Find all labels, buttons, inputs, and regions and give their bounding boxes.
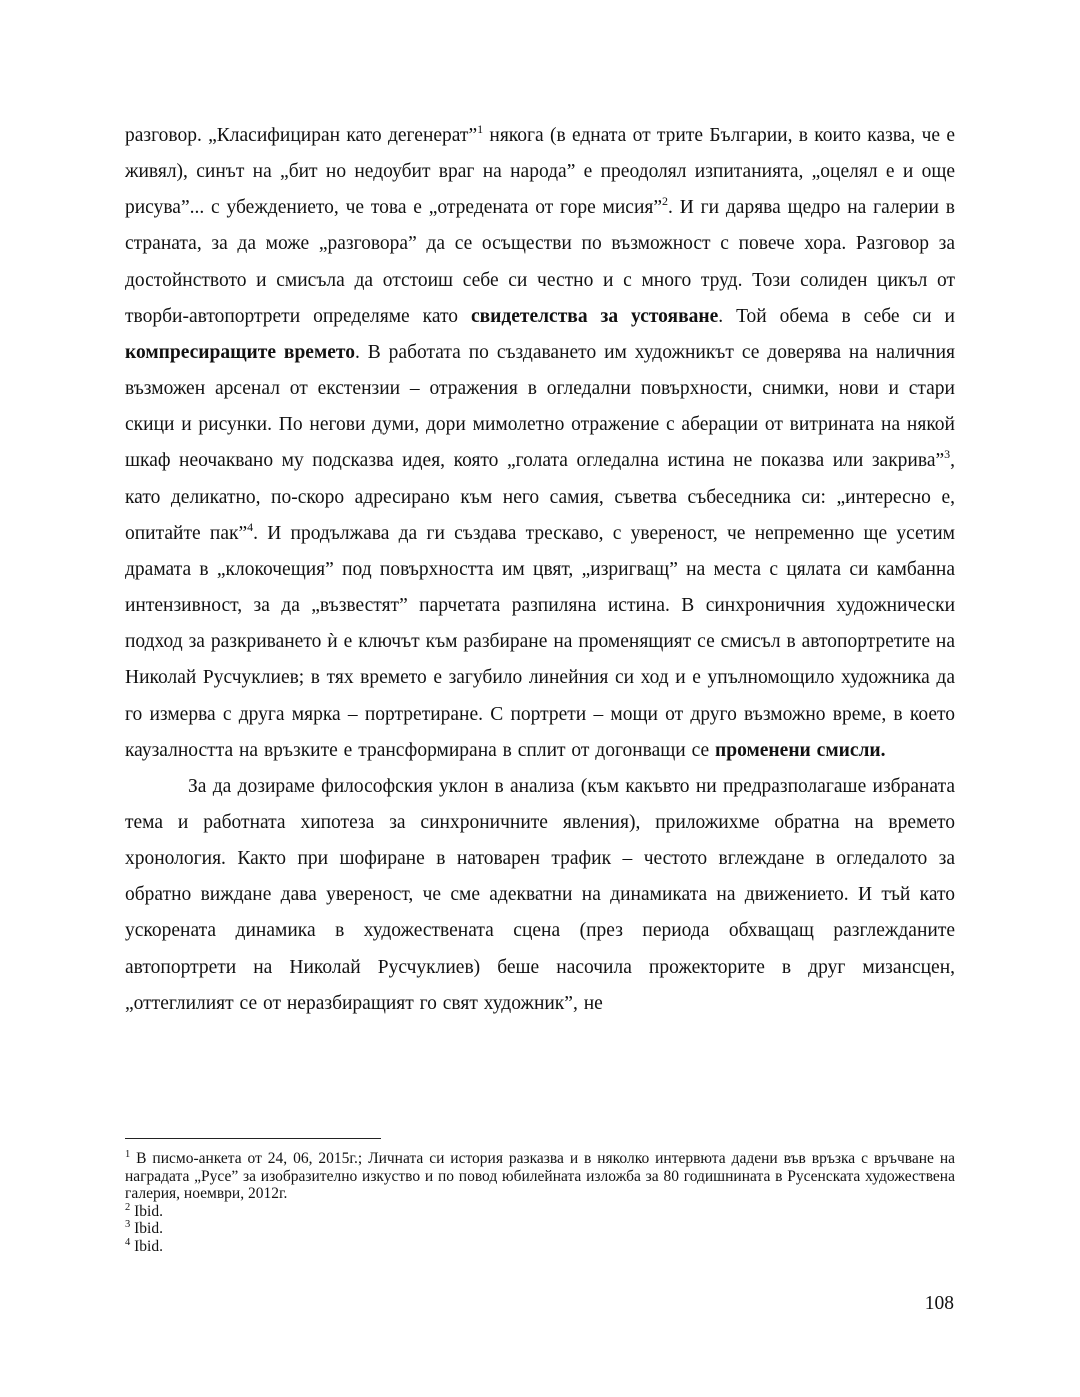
- footnote-number: 4: [125, 1236, 131, 1248]
- footnote-ref-3[interactable]: 3: [944, 447, 951, 462]
- footnote-separator: [125, 1138, 381, 1139]
- footnote-ref-2[interactable]: 2: [662, 194, 669, 209]
- footnote-3: [125, 1220, 955, 1238]
- footnote-ref-4[interactable]: 4: [247, 519, 254, 534]
- bold-term-changed-meanings: променени смисли.: [715, 739, 886, 761]
- footnote-2: [125, 1203, 955, 1221]
- body-text: [125, 118, 955, 1022]
- text-run: . И продължава да ги създава трескаво, с увереност, че непременно ще усетим драмата в „клокочещия” под повърхността им цвят, „изригващ” на места с цялата си камбанна интензивност, за да „възвестят” парчетата разпиляна истина. В синхроничния художнически подход за разкриването ѝ е ключът към разбиране на променящият се смисъл в автопортретите на Николай Русчуклиев; в тях времето е загубило линейния си ход и е упълномощило художника да го измерва с друга мярка – портретиране. С портрети – мощи от друго възможно време, в което каузалността на връзките е трансформирана в сплит от догонващи се: [125, 522, 955, 761]
- footnote-number: 1: [125, 1149, 131, 1160]
- paragraph-2: За да дозираме философския уклон в анализа (към какъвто ни предразполагаше избраната тема и работната хипотеза за синхроничните явления), приложихме обратна на времето хронология. Както при шофиране в натоварен трафик – честото вглеждане в огледалото за обратно виждане дава увереност, че сме адекватни на динамиката на движението. И тъй като ускорената динамика в художествената сцена (през периода обхващащ разглежданите автопортрети на Николай Русчуклиев) беше насочила прожекторите в друг мизансцен, „оттеглилият се от неразбиращият го свят художник”, не: [125, 775, 955, 1014]
- bold-term-compressing-time: компресиращите времето: [125, 341, 355, 363]
- footnote-4: [125, 1238, 955, 1256]
- footnote-number: 2: [125, 1201, 131, 1213]
- footnote-1: [125, 1150, 955, 1203]
- text-run: , като деликатно, по-скоро адресирано към него самия, съветва събеседника си: „интересно е, опитайте пак”: [125, 450, 955, 544]
- bold-term-testimonies: свидетелства за устояване: [470, 305, 719, 327]
- footnote-ref-1[interactable]: 1: [477, 122, 484, 136]
- text-run: разговор. „Класифициран като дегенерат”: [125, 125, 478, 146]
- footnote-text: Ibid.: [130, 1202, 163, 1220]
- paragraph-1: [125, 118, 955, 769]
- footnote-number: 3: [125, 1219, 131, 1231]
- footnote-text: Ibid.: [130, 1220, 163, 1238]
- text-run: някога (в едната от трите Българии, в които казва, че е живял), синът на „бит но недоубит враг на народа” е преодолял изпитанията, „оцелял е и още рисува”... с убеждението, че това е „отредената от горе мисия”: [125, 125, 955, 219]
- footnote-text: В писмо-анкета от 24, 06, 2015г.; Личната си история разказва и в няколко интервюта дадени във връзка с връчване на наградата „Русе” за изобразително изкуство и по повод юбилейната изложба за 80 годишнината в Русенската художествена галерия, ноември, 2012г.: [125, 1150, 955, 1203]
- text-run: . И ги дарява щедро на галерии в страната, за да може „разговора” да се осъществи по възможност с повече хора. Разговор за достойнството и смисъла да отстоиш себе си честно и с много труд. Този солиден цикъл от творби-автопортрети определяме като: [125, 197, 955, 327]
- text-run: . В работата по създаването им художникът се доверява на наличния възможен арсенал от екстензии – отражения в огледални повърхности, снимки, нови и стари скици и рисунки. По негови думи, дори мимолетно отражение с аберации от витрината на някой шкаф неочаквано му подсказва идея, която „голата огледална истина не показва или закрива”: [125, 341, 955, 472]
- footnote-text: Ibid.: [130, 1237, 163, 1255]
- page-number: 108: [924, 1293, 954, 1314]
- footnotes: [125, 1150, 955, 1256]
- text-run: . Той обема в себе си и: [718, 305, 955, 327]
